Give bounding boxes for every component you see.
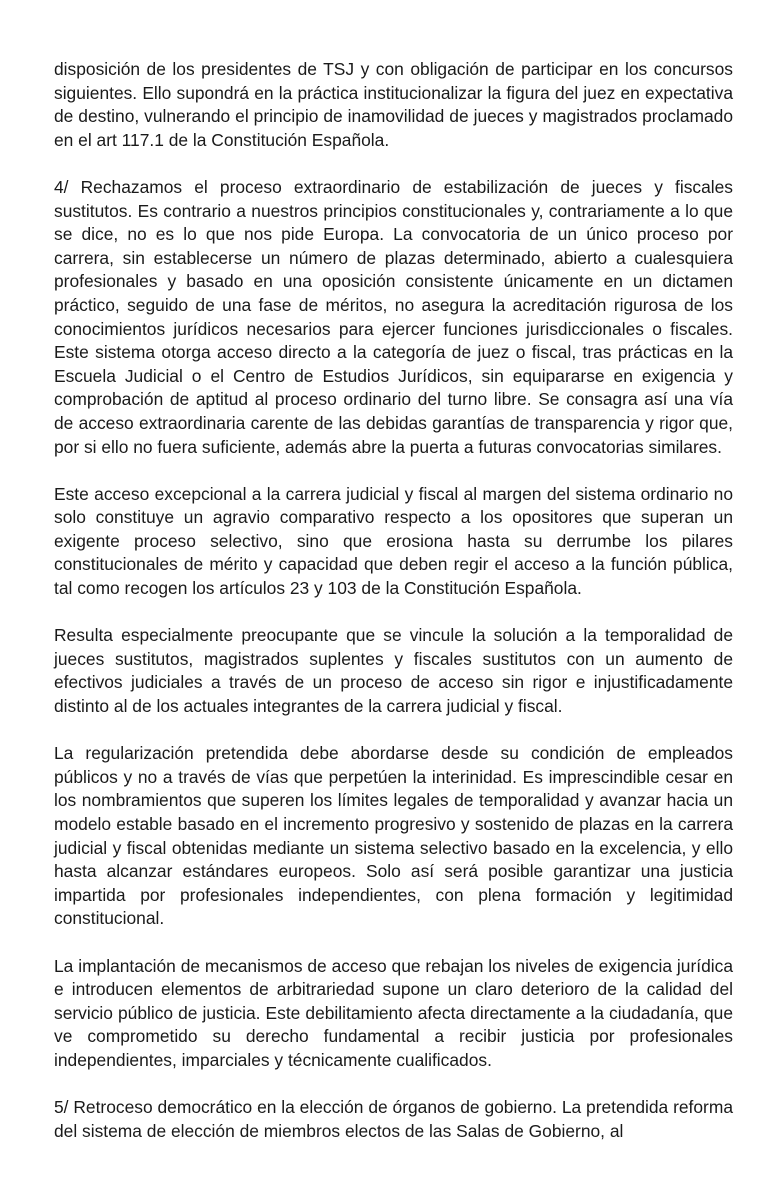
paragraph-point-5-democratic-setback: 5/ Retroceso democrático en la elección de órganos de gobierno. La pretendida reforma del sistema de elección de miembros electos de las Salas de Gobierno, al (54, 1097, 733, 1141)
paragraph-exceptional-access: Este acceso excepcional a la carrera judicial y fiscal al margen del sistema ordinario no solo constituye un agravio comparativo respecto a los opositores que superan un exigente proceso selectivo, sino que erosiona hasta su derrumbe los pilares constitucionales de mérito y capacidad que deben regir el acceso a la función pública, tal como recogen los artículos 23 y 103 de la Constitución Española. (54, 483, 733, 599)
document-body (54, 58, 733, 1167)
paragraph-access-mechanisms: La implantación de mecanismos de acceso que rebajan los niveles de exigencia jurídica e introducen elementos de arbitrariedad supone un claro deterioro de la calidad del servicio público de justicia. Este debilitamiento afecta directamente a la ciudadanía, que ve comprometido su derecho fundamental a recibir justicia por profesionales independientes, imparciales y técnicamente cualificados. (54, 955, 733, 1070)
paragraph-inamovilidad-continuation: disposición de los presidentes de TSJ y con obligación de participar en los concursos siguientes. Ello supondrá en la práctica institucionalizar la figura del juez en expectativa de destino, vulnerando el principio de inamovilidad de jueces y magistrados proclamado en el art 117.1 de la Constitución Española. (54, 59, 733, 150)
paragraph-point-4-stabilization: 4/ Rechazamos el proceso extraordinario de estabilización de jueces y fiscales sustitutos. Es contrario a nuestros principios constitucionales y, contrariamente a lo que se dice, no es lo que nos pide Europa. La convocatoria de un único proceso por carrera, sin establecerse un número de plazas determinado, abierto a cualesquiera profesionales y basado en una oposición consistente únicamente en un dictamen práctico, seguido de una fase de méritos, no asegura la acreditación rigurosa de los conocimientos jurídicos necesarios para ejercer funciones jurisdiccionales o fiscales. Este sistema otorga acceso directo a la categoría de juez o fiscal, tras prácticas en la Escuela Judicial o el Centro de Estudios Jurídicos, sin equipararse en exigencia y comprobación de aptitud al proceso ordinario del turno libre. Se consagra así una vía de acceso extraordinaria carente de las debidas garantías de transparencia y rigor que, por si ello no fuera suficiente, además abre la puerta a futuras convocatorias similares. (54, 176, 733, 457)
paragraph-temporality-concern: Resulta especialmente preocupante que se vincule la solución a la temporalidad de jueces sustitutos, magistrados suplentes y fiscales sustitutos con un aumento de efectivos judiciales a través de un proceso de acceso sin rigor e injustificadamente distinto al de los actuales integrantes de la carrera judicial y fiscal. (54, 625, 733, 717)
paragraph-regularization: La regularización pretendida debe abordarse desde su condición de empleados públicos y no a través de vías que perpetúen la interinidad. Es imprescindible cesar en los nombramientos que superen los límites legales de temporalidad y avanzar hacia un modelo estable basado en el incremento progresivo y sostenido de plazas en la carrera judicial y fiscal obtenidas mediante un sistema selectivo basado en la excelencia, y ello hasta alcanzar estándares europeos. Solo así será posible garantizar una justicia impartida por profesionales independientes, con plena formación y legitimidad constitucional. (54, 743, 733, 929)
